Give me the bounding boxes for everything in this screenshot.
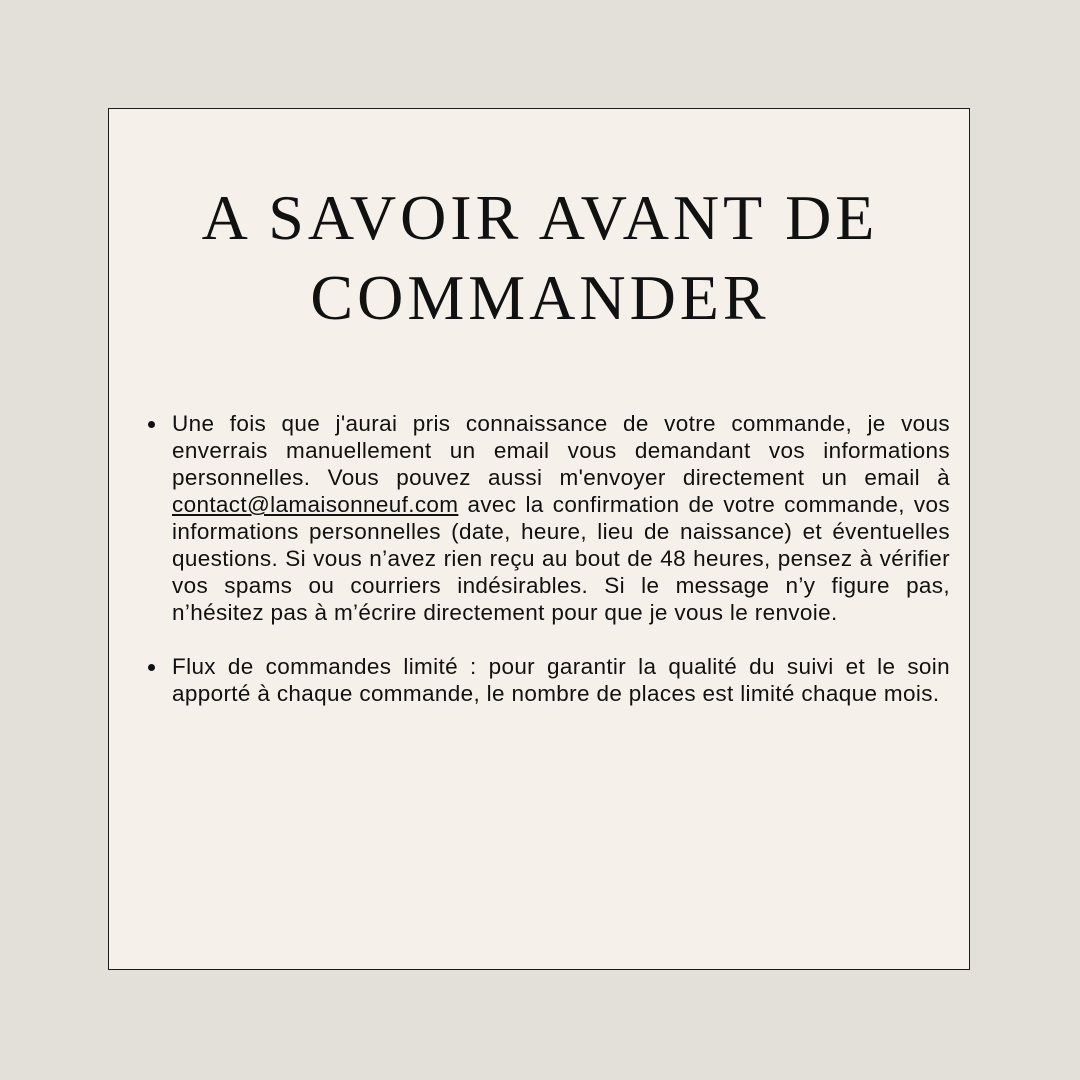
- contact-text-after: avec la confirmation de votre commande, vos informations personnelles (date, heure, lieu de naissance) et éventuelles questions. Si vous n’avez rien reçu au bout de 48 heures, pensez à vérifier vos spams ou courriers indésirables. Si le message n’y figure pas, n’hésitez pas à m’écrire directement pour que je vous le renvoie.: [172, 492, 950, 625]
- bullet-icon: [148, 664, 155, 671]
- contact-text-before: Une fois que j'aurai pris connaissance de votre commande, je vous enverrais manuellement un email vous demandant vos informations personnelles. Vous pouvez aussi m'envoyer directement un email à: [172, 411, 950, 490]
- bullet-icon: [148, 421, 155, 428]
- page-title: [0, 178, 1080, 338]
- list-item-contact: [172, 410, 950, 626]
- limit-text: Flux de commandes limité : pour garantir la qualité du suivi et le soin apporté à chaque commande, le nombre de places est limité chaque mois.: [172, 654, 950, 706]
- title-line-1: A SAVOIR AVANT DE: [201, 182, 879, 253]
- title-line-2: COMMANDER: [310, 262, 770, 333]
- email-link[interactable]: contact@lamaisonneuf.com: [172, 492, 459, 517]
- list-item-limit: [172, 653, 950, 707]
- info-list: [146, 410, 950, 734]
